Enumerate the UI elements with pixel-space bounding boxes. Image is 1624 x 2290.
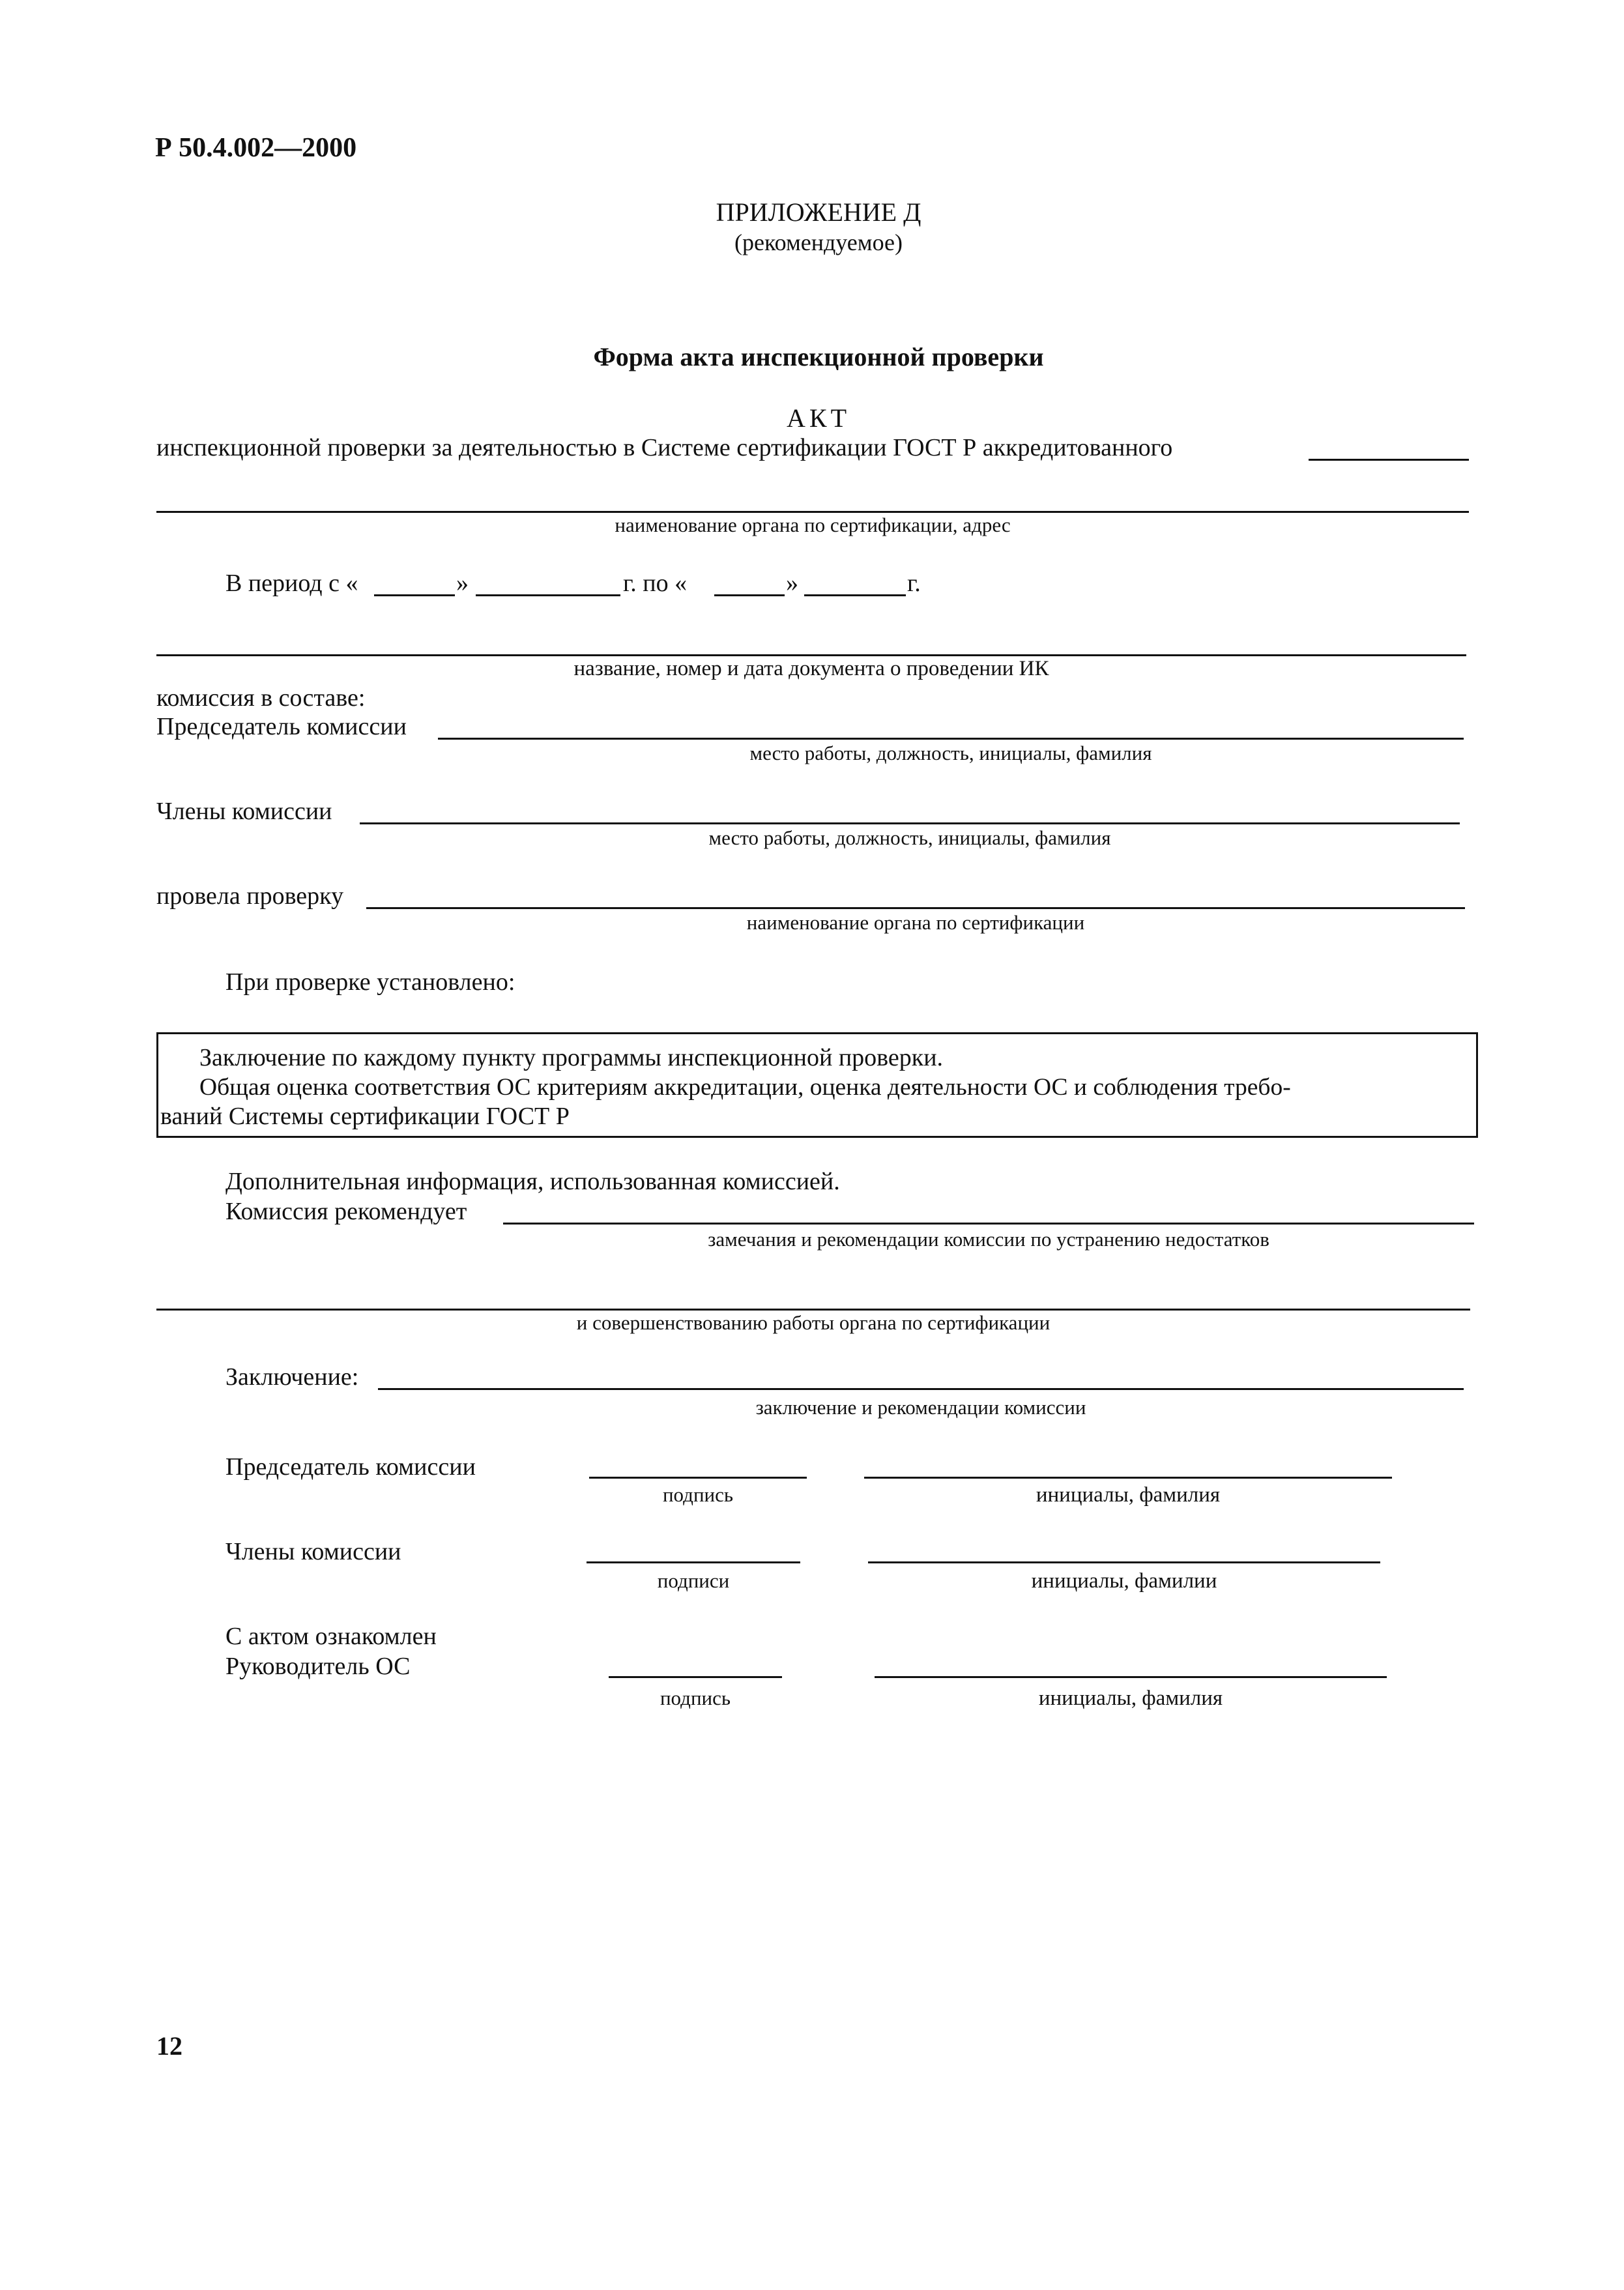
document-line [156, 654, 1466, 656]
appendix-title: ПРИЛОЖЕНИЕ Д [716, 197, 921, 227]
accredited-body-line [1309, 459, 1469, 461]
members-line [360, 822, 1460, 824]
sign-chair-label: Председатель комиссии [225, 1453, 476, 1481]
act-heading: АКТ [787, 403, 850, 433]
period-lead: В период с « [225, 570, 358, 597]
members-caption: место работы, должность, инициалы, фамилия [708, 826, 1111, 849]
period-to-day-line [714, 594, 785, 596]
period-quote-2: » [786, 570, 798, 597]
form-title: Форма акта инспекционной проверки [593, 342, 1044, 371]
chair-caption: место работы, должность, инициалы, фамилия [749, 742, 1152, 764]
org-caption: наименование органа по сертификации, адрес [615, 514, 1011, 536]
conducted-caption: наименование органа по сертификации [746, 911, 1085, 934]
chair-label: Председатель комиссии [156, 713, 407, 740]
members-signature-line [587, 1561, 800, 1563]
conducted-line [366, 907, 1465, 909]
org-name-line [156, 511, 1469, 513]
recommends-label: Комиссия рекомендует [225, 1198, 467, 1225]
chair-name-line [864, 1477, 1392, 1479]
findings-line-3: ваний Системы сертификации ГОСТ Р [160, 1103, 570, 1130]
members-name-line [868, 1561, 1380, 1563]
findings-line-1: Заключение по каждому пункту программы инспекционной проверки. [199, 1044, 944, 1071]
chair-line [438, 738, 1464, 740]
document-number: Р 50.4.002—2000 [155, 133, 357, 163]
acknowledged-label: С актом ознакомлен [225, 1623, 437, 1650]
findings-line-2: Общая оценка соответствия ОС критериям аккредитации, оценка деятельности ОС и соблюдения требо- [199, 1074, 1291, 1101]
conclusion-label: Заключение: [225, 1363, 359, 1391]
conclusion-line [378, 1388, 1464, 1390]
members-name-caption: инициалы, фамилии [1031, 1569, 1217, 1593]
findings-label: При проверке установлено: [225, 968, 515, 996]
period-from-day-line [374, 594, 455, 596]
commission-label: комиссия в составе: [156, 684, 366, 712]
recommends-line [503, 1223, 1474, 1225]
head-signature-line [609, 1676, 782, 1678]
period-quote-1: » [456, 570, 469, 597]
sign-members-label: Члены комиссии [225, 1538, 401, 1565]
period-g-po: г. по « [623, 570, 688, 597]
conclusion-caption: заключение и рекомендации комиссии [755, 1396, 1086, 1419]
recommends-caption-2: и совершенствованию работы органа по сертификации [576, 1311, 1051, 1334]
recommends-caption-1: замечания и рекомендации комиссии по устранению недостатков [708, 1228, 1269, 1251]
head-name-caption: инициалы, фамилия [1038, 1687, 1223, 1710]
members-signature-caption: подписи [657, 1569, 730, 1592]
recommends-line-2 [156, 1309, 1470, 1311]
conducted-label: провела проверку [156, 882, 344, 910]
head-name-line [875, 1676, 1387, 1678]
chair-signature-caption: подпись [662, 1483, 734, 1506]
appendix-subtitle: (рекомендуемое) [734, 229, 903, 255]
period-to-month-line [804, 594, 906, 596]
page-number: 12 [156, 2031, 182, 2061]
document-caption: название, номер и дата документа о проведении ИК [573, 657, 1049, 680]
period-g-end: г. [907, 570, 921, 597]
os-head-label: Руководитель ОС [225, 1653, 411, 1680]
head-signature-caption: подпись [660, 1687, 731, 1709]
additional-info: Дополнительная информация, использованная комиссией. [225, 1168, 840, 1195]
act-intro: инспекционной проверки за деятельностью в Системе сертификации ГОСТ Р аккредитованного [156, 434, 1173, 461]
period-from-month-line [476, 594, 620, 596]
members-label: Члены комиссии [156, 798, 332, 825]
chair-signature-line [589, 1477, 807, 1479]
chair-name-caption: инициалы, фамилия [1036, 1483, 1221, 1507]
